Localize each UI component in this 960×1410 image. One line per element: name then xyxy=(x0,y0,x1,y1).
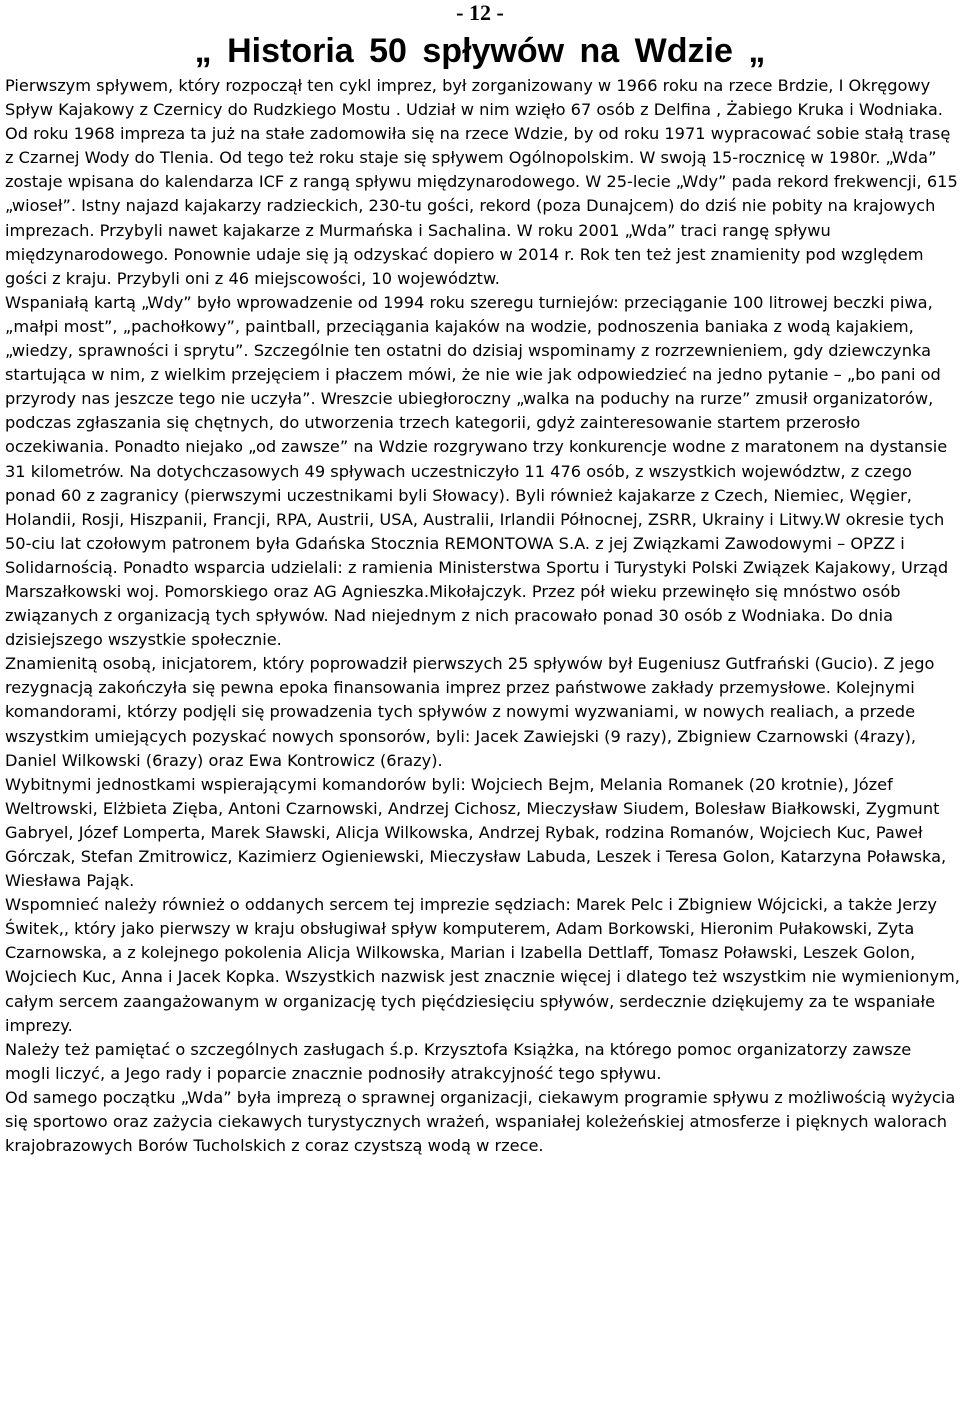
paragraph-judges: Wspomnieć należy również o oddanych sercem tej imprezie sędziach: Marek Pelc i Zbigniew Wójcicki, a także Jerzy Świtek,, który jako pierwszy w kraju obsługiwał spływ komputerem, Adam Borkowski, Hieronim Pułakowski, Zyta Czarnowska, a z kolejnego pokolenia Alicja Wilkowska, Marian i Izabella Dettlaff, Tomasz Poławski, Leszek Golon, Wojciech Kuc, Anna i Jacek Kopka. Wszystkich nazwisk jest znacznie więcej i dlatego też wszystkim nie wymienionym, całym sercem zaangażowanym w organizację tych pięćdziesięciu spływów, serdecznie dziękujemy za te wspaniałe imprezy. xyxy=(5,895,960,1035)
page-title: „ Historia 50 spływów na Wdzie „ xyxy=(194,32,766,70)
paragraph-remembrance: Należy też pamiętać o szczególnych zasługach ś.p. Krzysztofa Książka, na którego pomoc organizatorzy zawsze mogli liczyć, a Jego rady i poparcie znacznie podnosiły atrakcyjność tego spływu. xyxy=(5,1039,912,1083)
page-number: - 12 - xyxy=(456,0,504,25)
paragraph-commodores: Znamienitą osobą, inicjatorem, który poprowadził pierwszych 25 spływów był Eugeniusz Gutfrański (Gucio). Z jego rezygnacją zakończyła się pewna epoka finansowania imprez przez państwowe zakłady przemysłowe. Kolejnymi komandorami, którzy podjęli się prowadzenia tych spływów z nowymi wyzwaniami, w nowych realiach, a przede wszystkim umiejących pozyskać nowych sponsorów, byli: Jacek Zawiejski (9 razy), Zbigniew Czarnowski (4razy), Daniel Wilkowski (6razy) oraz Ewa Kontrowicz (6razy). xyxy=(5,654,935,770)
paragraph-tournaments: Wspaniałą kartą „Wdy” było wprowadzenie od 1994 roku szeregu turniejów: przeciąganie 100 litrowej beczki piwa, „małpi most”, „pachołkowy”, paintball, przeciągania kajaków na wodzie, podnoszenia baniaka z wodą kajakiem, „wiedzy, sprawności i sprytu”. Szczególnie ten ostatni do dzisiaj wspominamy z rozrzewnieniem, gdy dziewczynka startująca w nim, z wielkim przejęciem i płaczem mówi, że nie wie jak odpowiedzieć na jedno pytanie – „bo pani od przyrody nas jeszcze tego nie uczyła”. Wreszcie ubiegłoroczny „walka na poduchy na rurze” zmusił organizatorów, podczas zgłaszania się chętnych, do utworzenia trzech kategorii, gdyż zainteresowanie startem przerosło oczekiwania. Ponadto niejako „od zawsze” na Wdzie rozgrywano trzy konkurencje wodne z maratonem na dystansie 31 kilometrów. Na dotychczasowych 49 spływach uczestniczyło 11 476 osób, z wszystkich województw, z czego ponad 60 z zagranicy (pierwszymi uczestnikami byli Słowacy). Byli również kajakarze z Czech, Niemiec, Węgier, Holandii, Rosji, Hiszpanii, Francji, RPA, Austrii, USA, Australii, Irlandii Północnej, ZSRR, Ukrainy i Litwy.W okresie tych 50-ciu lat czołowym patronem była Gdańska Stocznia REMONTOWA S.A. z jej Związkami Zawodowymi – OPZZ i Solidarnością. Ponadto wsparcia udzielali: z ramienia Ministerstwa Sportu i Turystyki Polski Związek Kajakowy, Urząd Marszałkowski woj. Pomorskiego oraz AG Agnieszka.Mikołajczyk. Przez pół wieku przewinęło się mnóstwo osób związanych z organizacją tych spływów. Nad niejednym z nich pracowało ponad 30 osób z Wodniaka. Do dnia dzisiejszego wszystkie społecznie. xyxy=(5,292,949,650)
article-body xyxy=(5,74,960,1158)
paragraph-supporters: Wybitnymi jednostkami wspierającymi komandorów byli: Wojciech Bejm, Melania Romanek (20 krotnie), Józef Weltrowski, Elżbieta Zięba, Antoni Czarnowski, Andrzej Cichosz, Mieczysław Siudem, Bolesław Białkowski, Zygmunt Gabryel, Józef Lomperta, Marek Sławski, Alicja Wilkowska, Andrzej Rybak, rodzina Romanów, Wojciech Kuc, Paweł Górczak, Stefan Zmitrowicz, Kazimierz Ogieniewski, Mieczysław Labuda, Leszek i Teresa Golon, Katarzyna Poławska, Wiesława Pająk. xyxy=(5,774,947,891)
paragraph-history-start: Pierwszym spływem, który rozpoczął ten cykl imprez, był zorganizowany w 1966 roku na rzece Brdzie, I Okręgowy Spływ Kajakowy z Czernicy do Rudzkiego Mostu . Udział w nim wzięło 67 osób z Delfina , Żabiego Kruka i Wodniaka. Od roku 1968 impreza ta już na stałe zadomowiła się na rzece Wdzie, by od roku 1971 wypracować sobie stałą trasę z Czarnej Wody do Tlenia. Od tego też roku staje się spływem Ogólnopolskim. W swoją 15-rocznicę w 1980r. „Wda” zostaje wpisana do kalendarza ICF z rangą spływu międzynarodowego. W 25-lecie „Wdy” pada rekord frekwencji, 615 „wioseł”. Istny najazd kajakarzy radzieckich, 230-tu gości, rekord (poza Dunajcem) do dziś nie pobity na krajowych imprezach. Przybyli nawet kajakarze z Murmańska i Sachalina. W roku 2001 „Wda” traci rangę spływu międzynarodowego. Ponownie udaje się ją odzyskać dopiero w 2014 r. Rok ten też jest znamienity pod względem gości z kraju. Przybyli oni z 46 miejscowości, 10 województw. xyxy=(5,76,958,288)
paragraph-closing: Od samego początku „Wda” była imprezą o sprawnej organizacji, ciekawym programie spływu z możliwością wyżycia się sportowo oraz zażycia ciekawych turystycznych wrażeń, wspaniałej koleżeńskiej atmosferze i pięknych walorach krajobrazowych Borów Tucholskich z coraz czystszą wodą w rzece. xyxy=(5,1087,956,1156)
